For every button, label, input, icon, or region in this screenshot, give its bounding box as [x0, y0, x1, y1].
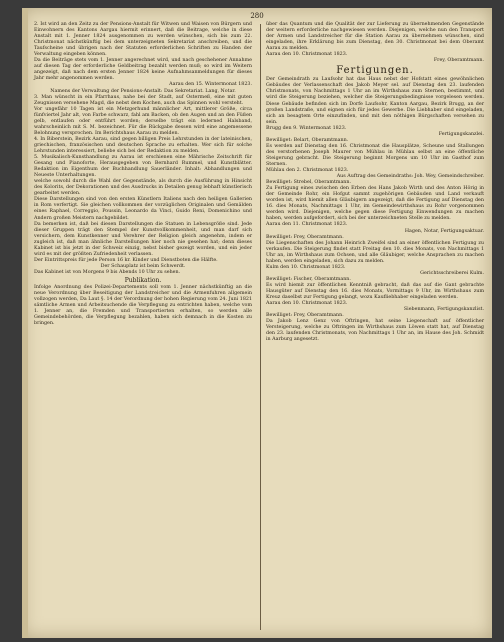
- signature: Fertigungskanzlei.: [438, 131, 484, 137]
- page-gutter: [22, 8, 28, 638]
- approval-line: Bewilliget: Frey, Oberamtmann.: [266, 313, 344, 319]
- signature: Frey, Oberamtmann.: [433, 58, 484, 64]
- date-line: Aarau den 10. Christmonat 1823.: [266, 301, 348, 307]
- notice-fertigung-6: Da Jakob Lenz Genz von Oftringen, hat seine Liegenschaft auf öffentlicher Versteigerung, welche zu Oftringen im Wirthshaus zum Löwen statt hat, auf Dienstag den 23. laufenden Christmonats, von Nachmittags 1 Uhr an, im Hause des Joh. Schmidt in Aarburg angesetzt.: [266, 319, 484, 343]
- notice-fertigung-1: Der Gemeindrath zu Laufsohr hat das Haus nebst der Hofstatt eines gewöhnlichen Gebäudes der Verlassenschaft des Jakob Meyer sel. auf Dienstag den 23. laufenden Christmonats, von Nachmittags 1 Uhr an im Wirthshaus zum Sternen, bestimmt, und wird die Steigerung beziehen, welcher die Steigerungsbedingnisse vorgelesen werden. Diese Gebäude befinden sich im Dorfe Laufsohr, Kanton Aargau, Bezirk Brugg, an der großen Landstraße, und eignen sich für jedes Gewerbe. Die Liebhaber sind eingeladen, sich an besagtem Orte einzufinden, und mit den nöthigen Bürgschaften versehen zu sein.: [266, 77, 484, 125]
- left-column: [34, 22, 252, 327]
- section-heading-publikation: Publikation.: [124, 276, 162, 284]
- notice-fertigung-4: Die Liegenschaften des Johann Heinrich Zweifel sind an einer öffentlichen Fertigung zu verkaufen. Die Steigerung findet statt Freitag den 10. dies Monats, von Nachmittags 1 Uhr an, im Wirthshaus zum Ochsen, und alle Gläubiger, welche Ansprachen zu machen haben, werden eingeladen, sich dazu zu melden.: [266, 240, 484, 264]
- notice-art-cabinet-2: welche sowohl durch die Wahl der Gegenstände, als durch die Ausführung in Hinsicht des Kolorits, der Dekorationen und des Ausdrucks in Detailen genug lebhaft künstlerisch gearbeitet werden.: [34, 179, 252, 197]
- notice-fertigung-5: Es wird hiemit zur öffentlichen Kenntniß gebracht, daß das auf die Gant gebrachte Hausgüter auf Dienstag den 16. dies Monats, Vormittags 9 Uhr, im Wirthshaus zum Kreuz daselbst zur Fertigung gelangt, wozu Kaufliebhaber eingeladen werden.: [266, 282, 484, 301]
- signature: Gerichtsschreiberei Kulm.: [420, 270, 484, 276]
- date-line: Mühlau den 2. Christmonat 1823.: [266, 168, 349, 174]
- column-rule: [260, 24, 261, 630]
- section-heading-fertigungen: Fertigungen.: [336, 65, 414, 77]
- page-number: 280: [250, 12, 264, 20]
- notice-location: Der Schauplatz ist beim Schwerdt.: [100, 263, 186, 269]
- notice-art-cabinet: 5. Musikalisch-Kunsthandlung zu Aarau ist erschienen eine Mährische Zeitschrift für Gesang und Pianoforte, Herausgegeben von Bernhard Rummel, und Kunstblätter. Redaktion im Eigenthum der Buchhandlung Sauerländer. Inhalt: Abhandlungen und Neueste Unterhaltungen.: [34, 155, 252, 179]
- right-column: [266, 22, 484, 343]
- notice-hours: Das Kabinet ist von Morgens 9 bis Abends 10 Uhr zu sehen.: [34, 269, 181, 275]
- notice-pension-deadline: Da die Beiträge stets vom 1. Jenner angerechnet wird, und nach geschehener Annahme auf diesen Tag der erforderliche Geldbeitrag bezahlt werden muß; so wird im Weitern angezeigt, daß nach dem ersten Jenner 1824 keine Aufnahmsanmeldungen für dieses Jahr mehr angenommen werden.: [34, 58, 252, 82]
- date-line: Aarau den 10. Christmonat 1823.: [266, 52, 348, 58]
- approval-line: Bewilliget: Belart, Oberamtmann.: [266, 137, 349, 143]
- approval-line: Bewilliget: Frey, Oberamtmann.: [266, 234, 344, 240]
- notice-lessons: 4. In Biberstein, Bezirk Aarau, sind gegen billigen Preis Lehrstunden in der lateinischen, griechischen, französischen und deutschen Sprache zu erhalten. Wer sich für solche Lehrstunden interessiert, beliebe sich bei der Redaktion zu melden.: [34, 136, 252, 154]
- date-line: Aarau den 15. Wintermonat 1823.: [169, 82, 252, 88]
- signature: Siebenmann, Fertigungskanzlist.: [403, 307, 484, 313]
- notice-transport: über das Quantum und die Qualität der zur Lieferung zu übernehmenden Gegenstände der weitern erforderliche nachgewiesen werden. Diejenigen, welche nun den Transport der Armen und Landstreicher für die Station Aarau zu übernehmen wünschen, sind eingeladen, ihre Erklärung bis zum Dienstag, den 30. Christmonat bei dem Oberamt Aarau zu melden.: [266, 22, 484, 52]
- date-line: Brugg den 9. Wintermonat 1823.: [266, 125, 347, 131]
- date-line: Kulm den 10. Christmonat 1823.: [266, 264, 346, 270]
- notice-pension-fund: 2. Ist wird an den Zeitz zu der Pensions-Anstalt für Witwen und Waisen von Bürgern und Einwohnern des Kantons Aargau hiermit erinnert, daß die Beitrage, welche in diese Anstalt mit 1. Jenner 1824 ausgenommen zu werden wünschen, sich bis zum 22. Christmonat nächstkünftig bei dem unterzeigneten Sekretariat anschreiben, und die Taufscheine und übrigen nach der Statuten erforderlichen Schriften zu Handen der Verwaltung eingeben können.: [34, 22, 252, 58]
- approval-line: Bewilliget: Strebel, Oberamtmann.: [266, 180, 352, 186]
- notice-art-cabinet-3: Diese Darstellungen sind von den ersten Künstlern Italiens nach den heiligen Gallerien in Rom verfertigt. Sie gleichen vollkommen der vorzüglichen Originalen und Gemälden eines Raphael, Correggio, Poussin, Leonardo da Vinci, Guido Reni, Domenichino und Andern großen Meistern nachgebildet.: [34, 197, 252, 221]
- signature: Aus Auftrag des Gemeindraths: Joh. Wey, Gemeindschreiber.: [336, 174, 484, 180]
- notice-entry-price: Der Eintrittspreis für jede Person 16 kr. Kinder und Dienstboten die Hälfte.: [34, 257, 218, 263]
- notice-publikation: Infolge Anordnung des Polizei-Departements soll vom 1. Jenner nächstkünftig an die neue Verordnung über Beseitigung der Landstreicher und die Armenfuhren allgemein vollzogen werden, Da Laut §. 14 der Verordnung der hohen Regierung vom 24. Juni 1821 sämtliche Armen und Arbeitsuchende die Verpflegung zu entrichten haben, welche vom 1. Jenner an, die Fremden und Transportierten erhalten, so werden alle Gemeindebehörden, die Verpflegung bezahlen, haben sich demnach in die Kosten zu bringen.: [34, 284, 252, 327]
- newspaper-page: [22, 8, 492, 638]
- signature: Hagen, Notar, Fertigungsaktuar.: [404, 228, 484, 234]
- notice-lost-dog: Vor ungefähr 10 Tagen ist ein Metzgerhund männlicher Art, mittlerer Größe, circa fünfviertel Jahr alt, von Farbe schwarz, fahl am Backen, ob den Augen und an den Füßen gelb, entlaufen oder entführt worden; derselbe trägt ein lederned Halsband, wahrscheinlich mit S. M. bezeichnet. Für die Rückgabe dessen wird eine angemessene Belohnung versprochen. Im Berichtshaus Aarau zu melden.: [34, 106, 252, 136]
- notice-fertigung-3: Zu Fertigung eines zwischen den Erben des Hans Jakob Wirth und des Anton Hörig in der Gemeinde Rohr, ein Hofgut sammt zugehörigen Gebäuden und Land verkauft worden ist, wird hiemit allen Gläubigern angezeigt, daß die Fertigung auf Dienstag den 16. dies Monats, Nachmittags 1 Uhr, im Gemeindewirthshaus zu Rohr vorgenommen werden wird. Diejenigen, welche gegen diese Fertigung Einwendungen zu machen haben, werden aufgefordert, sich bei der unterzeichneten Stelle zu melden.: [266, 186, 484, 222]
- signature: Namens der Verwaltung der Pensions-Anstalt: Das Sekretariat. Lang, Notar.: [50, 88, 236, 94]
- approval-line: Bewilliget: Fischer, Oberamtmann.: [266, 276, 351, 282]
- notice-maid-wanted: 3. Man wünscht in ein Pfarrhaus, nahe bei der Stadt, auf Ostermeß, eine mit guten Zeugnissen versehene Magd, die nebst dem Kochen, auch das Spinnen wohl versteht.: [34, 94, 252, 106]
- date-line: Aarau den 11. Christmonat 1823.: [266, 222, 348, 228]
- notice-fertigung-2: Es werden auf Dienstag den 16. Christmonat die Hausplätze, Scheune und Stallungen des verstorbenen Joseph Maurer von Mühlau in Mühlau selbst an eine öffentliche Steigerung gebracht. Die Steigerung beginnt Morgens um 10 Uhr im Gasthof zum Sternen.: [266, 143, 484, 167]
- notice-art-cabinet-4: Da bemerken ist, daß bei diesen Darstellungen die Statuen in Lebensgröße sind. Jede dieser Gruppen trägt den Stempel der Kunstvollkommenheit, und man darf sich versichern, dem Kunstkenner und Verehrer der Religion gleich angenehm, indem er zugleich ist, daß man ähnliche Darstellungen hier noch nie gesehen hat; denn dieses Kabinet ist bis jetzt in der Schweiz einzig, nebst bisher gezeigt worden, und ein jeder wird es mit der größten Zufriedenheit verlassen.: [34, 221, 252, 257]
